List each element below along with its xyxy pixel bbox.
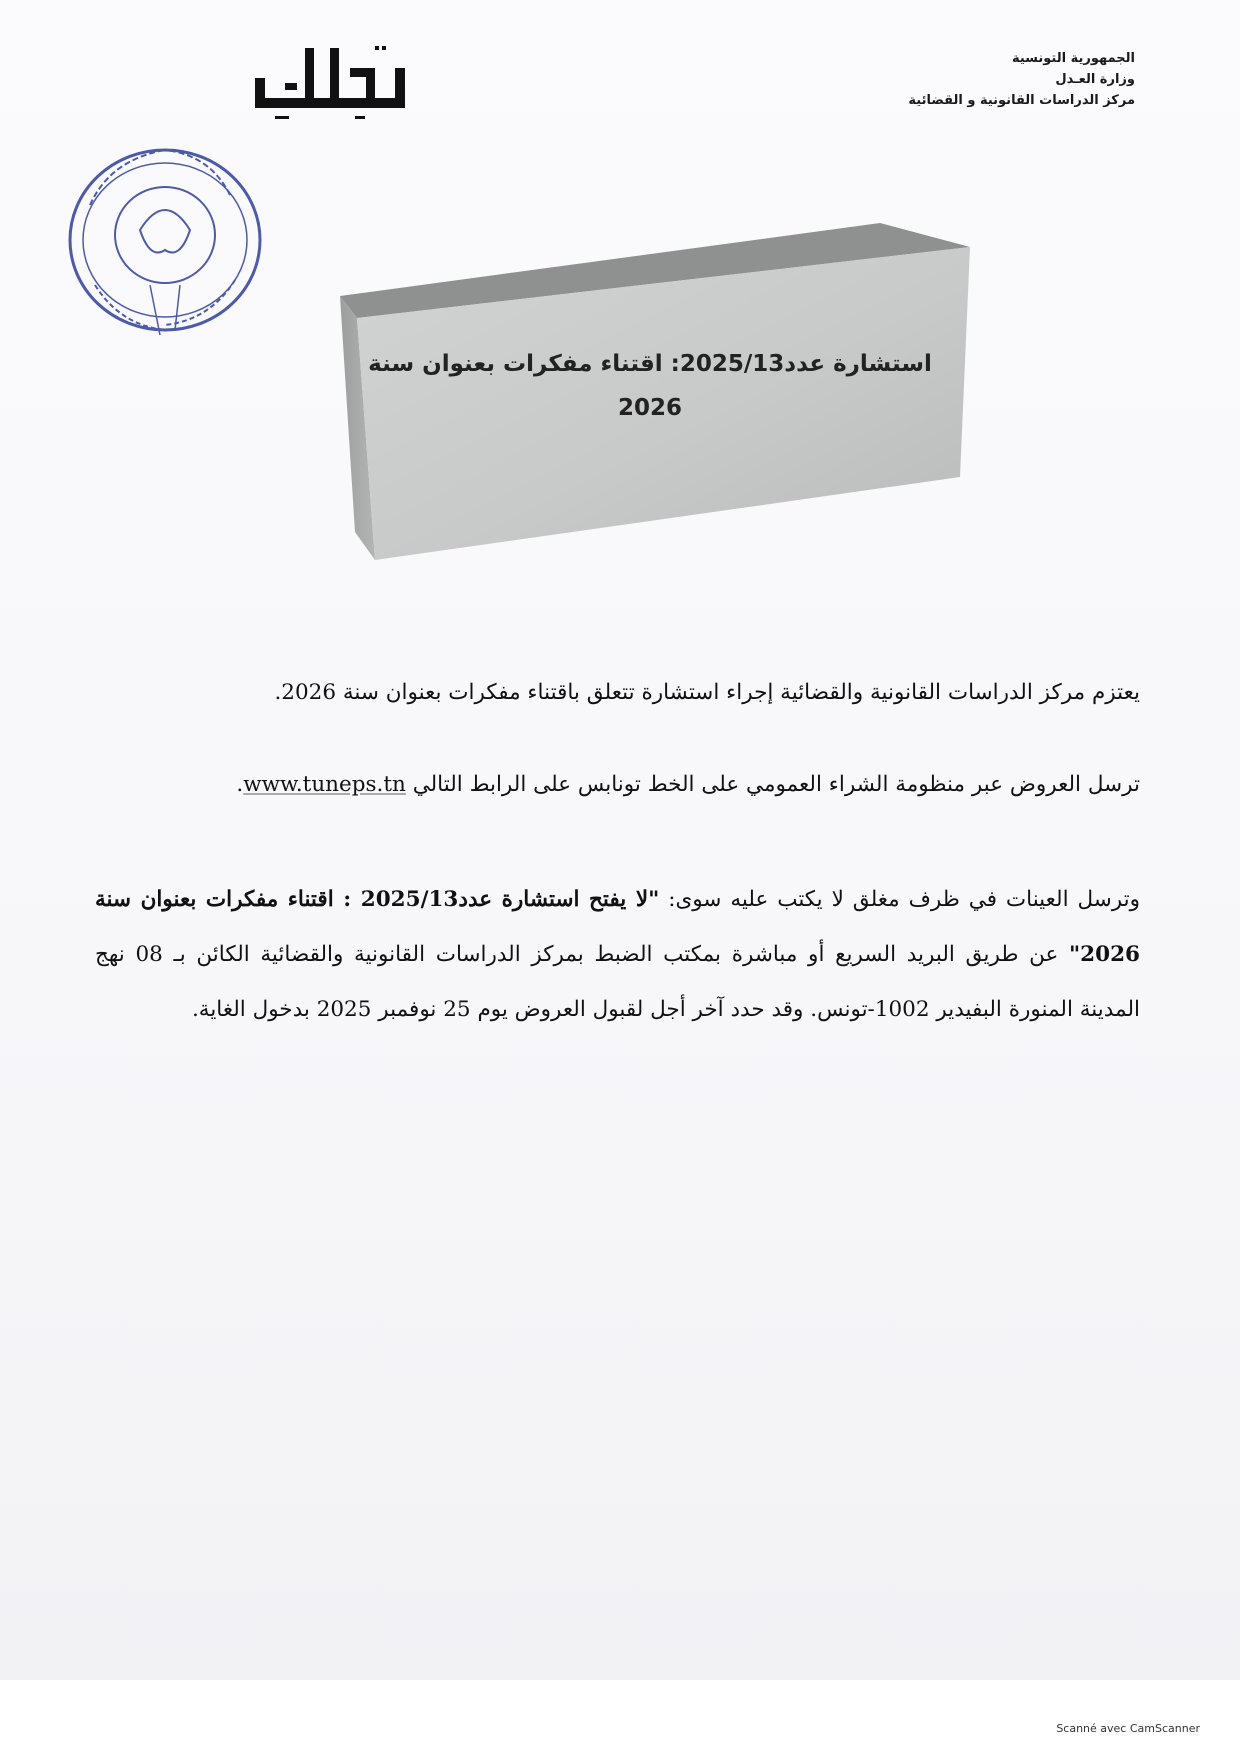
official-stamp — [60, 135, 270, 345]
paragraph-submission — [95, 772, 1140, 797]
consultation-title-year: 2026 — [617, 395, 682, 421]
samples-text-start: وترسل العينات في ظرف مغلق لا يكتب عليه سوى: — [659, 887, 1141, 912]
envelope-inscription: "لا يفتح استشارة عدد2025/13 : اقتناء مفكرات بعنوان سنة 2026" — [95, 887, 1141, 967]
letterhead — [815, 48, 1135, 111]
paragraph-samples — [95, 872, 1140, 1037]
scanner-footer: Scanné avec CamScanner — [1056, 1722, 1200, 1735]
paragraph-intro: يعتزم مركز الدراسات القانونية والقضائية إجراء استشارة تتعلق باقتناء مفكرات بعنوان سنة 2026. — [274, 680, 1140, 705]
ministry-logo — [245, 38, 420, 138]
consultation-title-line1: استشارة عدد2025/13: اقتناء مفكرات بعنوان سنة — [368, 351, 932, 377]
submission-text: ترسل العروض عبر منظومة الشراء العمومي على الخط تونابس على الرابط التالي — [412, 772, 1140, 797]
submission-period: . — [236, 772, 244, 797]
tuneps-link[interactable]: www.tuneps.tn — [243, 772, 406, 797]
letterhead-center: مركز الدراسات القانونية و القضائية — [908, 93, 1135, 108]
letterhead-country: الجمهورية التونسية — [1011, 51, 1135, 66]
consultation-title — [345, 342, 955, 430]
letterhead-ministry: وزارة العـدل — [1055, 72, 1135, 87]
samples-text-end: عن طريق البريد السريع أو مباشرة بمكتب الضبط بمركز الدراسات القانونية والقضائية الكائن بـ 08 نهج المدينة المنورة البفيدير 1002-تونس. وقد حدد آخر أجل لقبول العروض يوم 25 نوفمبر 2025 بدخول الغاية. — [95, 942, 1140, 1022]
